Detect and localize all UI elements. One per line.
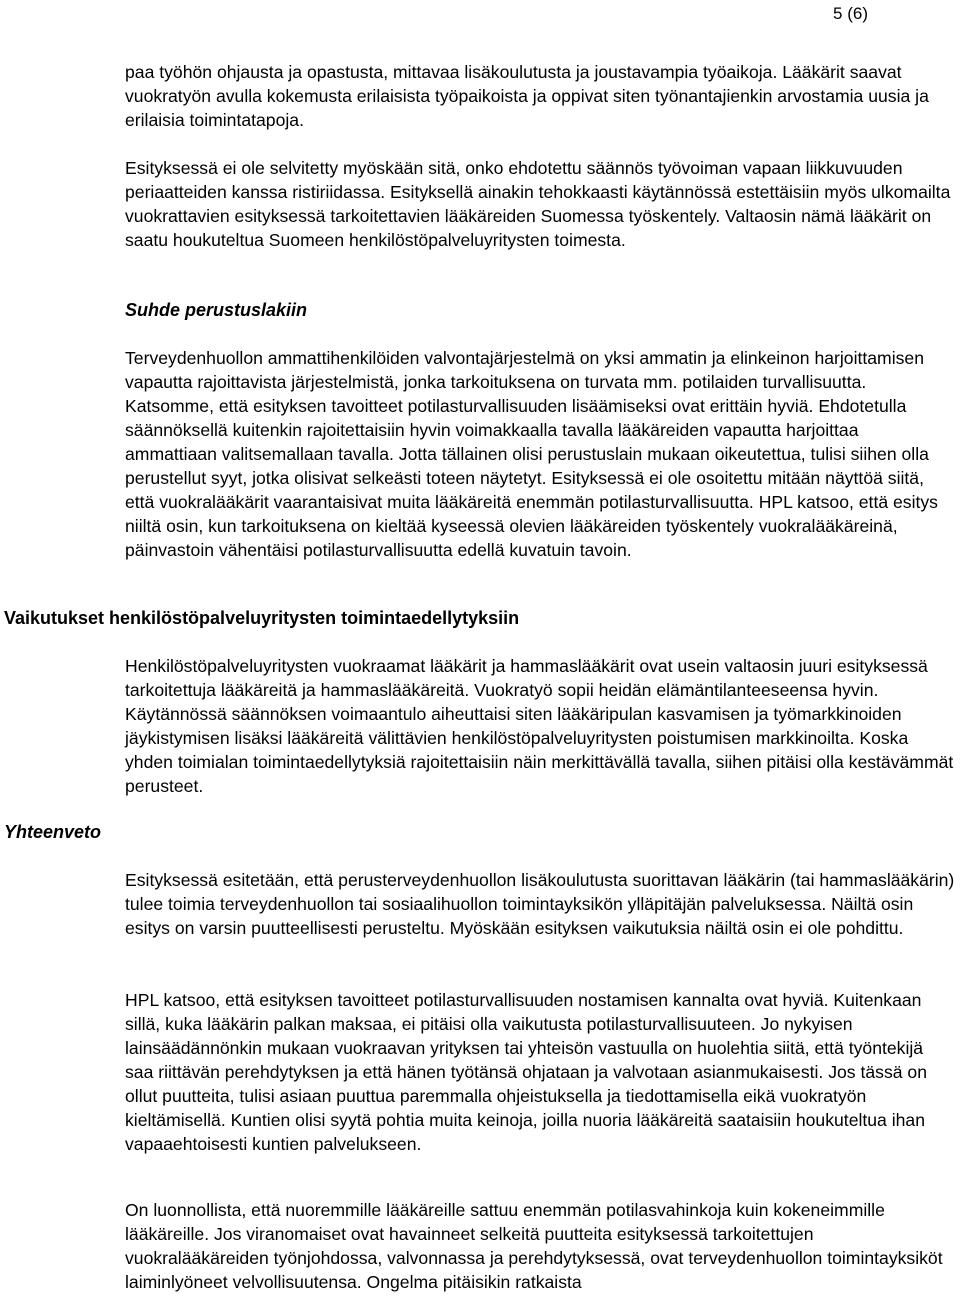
- paragraph-constitution: Terveydenhuollon ammattihenkilöiden valvontajärjestelmä on yksi ammatin ja elinkeinon harjoittamisen vapautta rajoittavista järjestelmistä, jonka tarkoituksena on turvata mm. potilaiden turvallisuutta. Katsomme, että esityksen tavoitteet potilasturvallisuuden lisäämiseksi ovat erittäin hyviä. Ehdotetulla säännöksellä kuitenkin rajoitettaisiin hyvin voimakkaalla tavalla lääkäreiden vapautta harjoittaa ammattiaan valitsemallaan tavalla. Jotta tällainen olisi perustuslain mukaan oikeutettua, tulisi siihen olla perustellut syyt, jotka olisivat selkeästi toteen näytetyt. Esityksessä ei ole osoitettu mitään näyttöä siitä, että vuokralääkärit vaarantaisivat muita lääkäreitä enemmän potilasturvallisuutta. HPL katsoo, että esitys niiltä osin, kun tarkoituksena on kieltää kyseessä olevien lääkäreiden työskentely vuokralääkäreinä, päinvastoin vähentäisi potilasturvallisuutta edellä kuvatuin tavoin.: [125, 348, 938, 560]
- page-number: 5 (6): [833, 4, 868, 23]
- paragraph-effects: Henkilöstöpalveluyritysten vuokraamat lääkärit ja hammaslääkärit ovat usein valtaosin juuri esityksessä tarkoitettuja lääkäreitä ja hammaslääkäreitä. Vuokratyö sopii heidän elämäntilanteeseensa hyvin. Käytännössä säännöksen voimaantulo aiheuttaisi siten lääkäripulan kasvamisen ja työmarkkinoiden jäykistymisen lisäksi lääkäreitä välittävien henkilöstöpalveluyritysten poistumisen markkinoilta. Koska yhden toimialan toimintaedellytyksiä rajoitettaisiin näin merkittävällä tavalla, siihen pitäisi olla kestävämmät perusteet.: [125, 656, 954, 796]
- heading-constitution: Suhde perustuslakiin: [125, 300, 308, 320]
- heading-summary: Yhteenveto: [4, 822, 102, 842]
- paragraph-summary-2: HPL katsoo, että esityksen tavoitteet potilasturvallisuuden nostamisen kannalta ovat hyviä. Kuitenkaan sillä, kuka lääkärin palkan maksaa, ei pitäisi olla vaikutusta potilasturvallisuuteen. Jo nykyisen lainsäädännönkin mukaan vuokraavan yrityksen tai yhteisön vastuulla on huolehtia siitä, että työntekijä saa riittävän perehdytyksen ja että hänen työtänsä ohjataan ja valvotaan asianmukaisesti. Jos tässä on ollut puutteita, tulisi asiaan puuttua paremmalla ohjeistuksella ja tiedottamisella eikä vuokratyön kieltämisellä. Kuntien olisi syytä pohtia muita keinoja, joilla nuoria lääkäreitä saataisiin houkuteltua ihan vapaaehtoisesti kuntien palvelukseen.: [125, 990, 927, 1154]
- paragraph-summary-3: On luonnollista, että nuoremmille lääkäreille sattuu enemmän potilasvahinkoja kuin kokeneimmille lääkäreille. Jos viranomaiset ovat havainneet selkeitä puutteita esityksessä tarkoitettujen vuokralääkäreiden työnjohdossa, valvonnassa ja perehdytyksessä, ovat terveydenhuollon toimintayksiköt laiminlyöneet velvollisuutensa. Ongelma pitäisikin ratkaista: [125, 1200, 943, 1292]
- paragraph-summary-1: Esityksessä esitetään, että perusterveydenhuollon lisäkoulutusta suorittavan lääkärin (tai hammaslääkärin) tulee toimia terveydenhuollon tai sosiaalihuollon toimintayksikön ylläpitäjän palveluksessa. Näiltä osin esitys on varsin puutteellisesti perusteltu. Myöskään esityksen vaikutuksia näiltä osin ei ole pohdittu.: [125, 870, 955, 938]
- paragraph-free-movement: Esityksessä ei ole selvitetty myöskään sitä, onko ehdotettu säännös työvoiman vapaan liikkuvuuden periaatteiden kanssa ristiriidassa. Esityksellä ainakin tehokkaasti käytännössä estettäisiin myös ulkomailta vuokrattavien esityksessä tarkoitettavien lääkäreiden Suomessa työskentely. Valtaosin nämä lääkärit on saatu houkuteltua Suomeen henkilöstöpalveluyritysten toimesta.: [125, 158, 951, 250]
- paragraph-intro: paa työhön ohjausta ja opastusta, mittavaa lisäkoulutusta ja joustavampia työaikoja. Lääkärit saavat vuokratyön avulla kokemusta erilaisista työpaikoista ja oppivat siten työnantajienkin arvostamia uusia ja erilaisia toimintatapoja.: [125, 62, 929, 130]
- heading-effects: Vaikutukset henkilöstöpalveluyritysten toimintaedellytyksiin: [4, 608, 520, 628]
